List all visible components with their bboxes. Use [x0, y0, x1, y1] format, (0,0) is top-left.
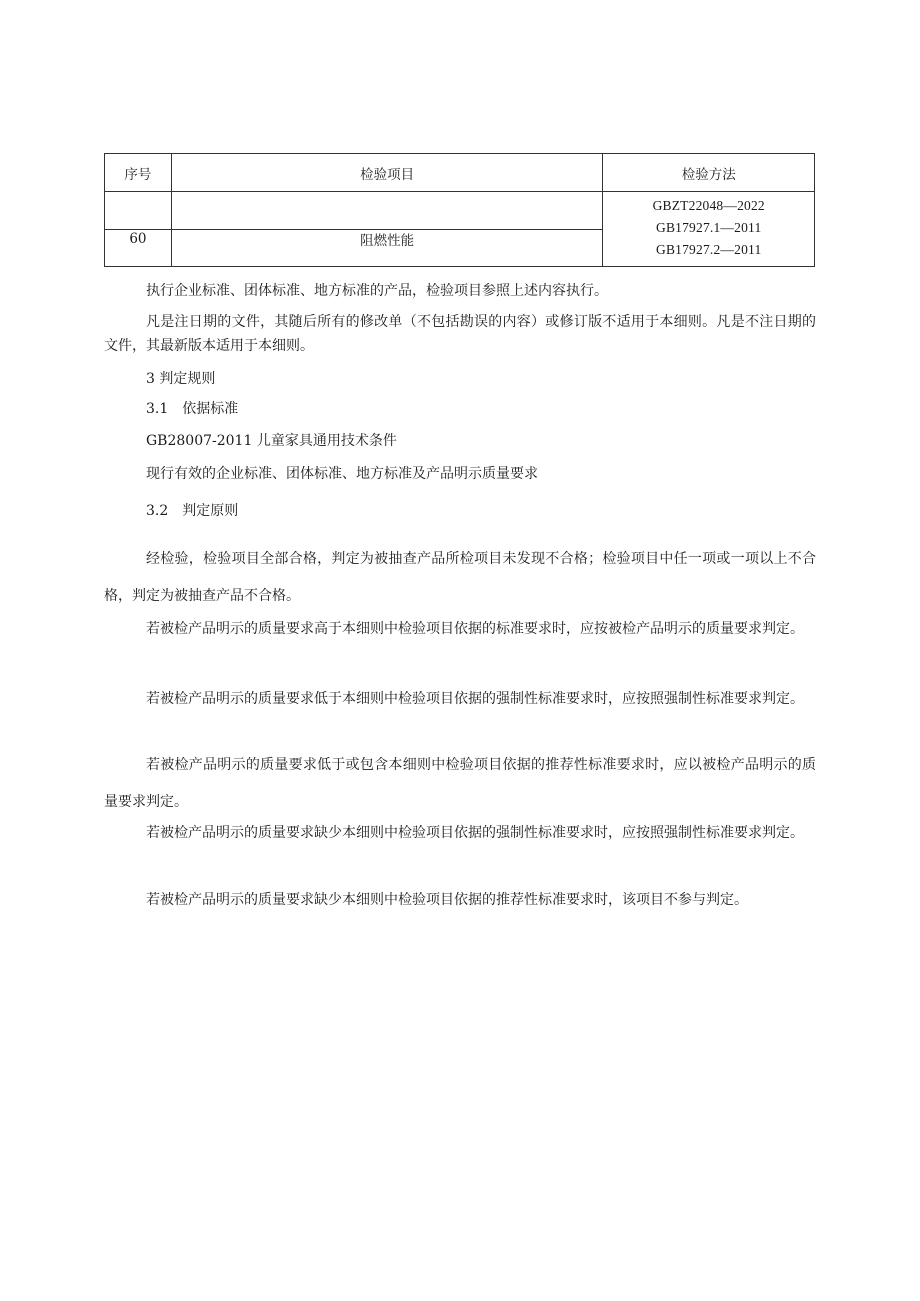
note-paragraph-1: 执行企业标准、团体标准、地方标准的产品，检验项目参照上述内容执行。	[146, 283, 608, 299]
judgement-paragraph: 若被检产品明示的质量要求低于或包含本细则中检验项目依据的推荐性标准要求时，应以被检产品明示的质量要求判定。	[104, 757, 816, 810]
header-no: 序号	[105, 154, 172, 192]
standard-item: GB28007-2011 儿童家具通用技术条件	[146, 433, 397, 449]
row-no: 60	[129, 231, 147, 247]
judgement-paragraph: 若被检产品明示的质量要求高于本细则中检验项目依据的标准要求时，应按被检产品明示的质量要求判定。	[146, 621, 804, 637]
judgement-paragraph: 若被检产品明示的质量要求缺少本细则中检验项目依据的推荐性标准要求时，该项目不参与判定。	[146, 892, 748, 908]
judgement-paragraph: 经检验，检验项目全部合格，判定为被抽查产品所检项目未发现不合格；检验项目中任一项或一项以上不合格，判定为被抽查产品不合格。	[104, 551, 816, 604]
judgement-paragraph: 若被检产品明示的质量要求缺少本细则中检验项目依据的强制性标准要求时，应按照强制性标准要求判定。	[146, 825, 804, 841]
header-item: 检验项目	[171, 154, 603, 192]
method-line: GB17927.1—2011	[656, 220, 762, 235]
note-paragraph-2: 凡是注日期的文件，其随后所有的修改单（不包括勘误的内容）或修订版不适用于本细则。凡是不注日期的文件，其最新版本适用于本细则。	[104, 314, 816, 354]
standard-item: 现行有效的企业标准、团体标准、地方标准及产品明示质量要求	[146, 466, 538, 482]
table-header-row	[105, 154, 815, 192]
header-method: 检验方法	[603, 154, 815, 192]
method-line: GB17927.2—2011	[656, 242, 762, 257]
subsection-title-3-2: 3.2 判定原则	[146, 503, 239, 519]
subsection-title-3-1: 3.1 依据标准	[146, 401, 239, 417]
cell-method	[603, 192, 815, 267]
section-title: 3 判定规则	[146, 371, 216, 387]
cell-no	[105, 192, 172, 267]
table-row	[105, 192, 815, 267]
judgement-paragraph: 若被检产品明示的质量要求低于本细则中检验项目依据的强制性标准要求时，应按照强制性标准要求判定。	[146, 691, 804, 707]
cell-item	[171, 192, 603, 267]
inspection-table	[104, 153, 815, 267]
row-item: 阻燃性能	[360, 233, 415, 249]
method-line: GBZT22048—2022	[652, 198, 765, 213]
